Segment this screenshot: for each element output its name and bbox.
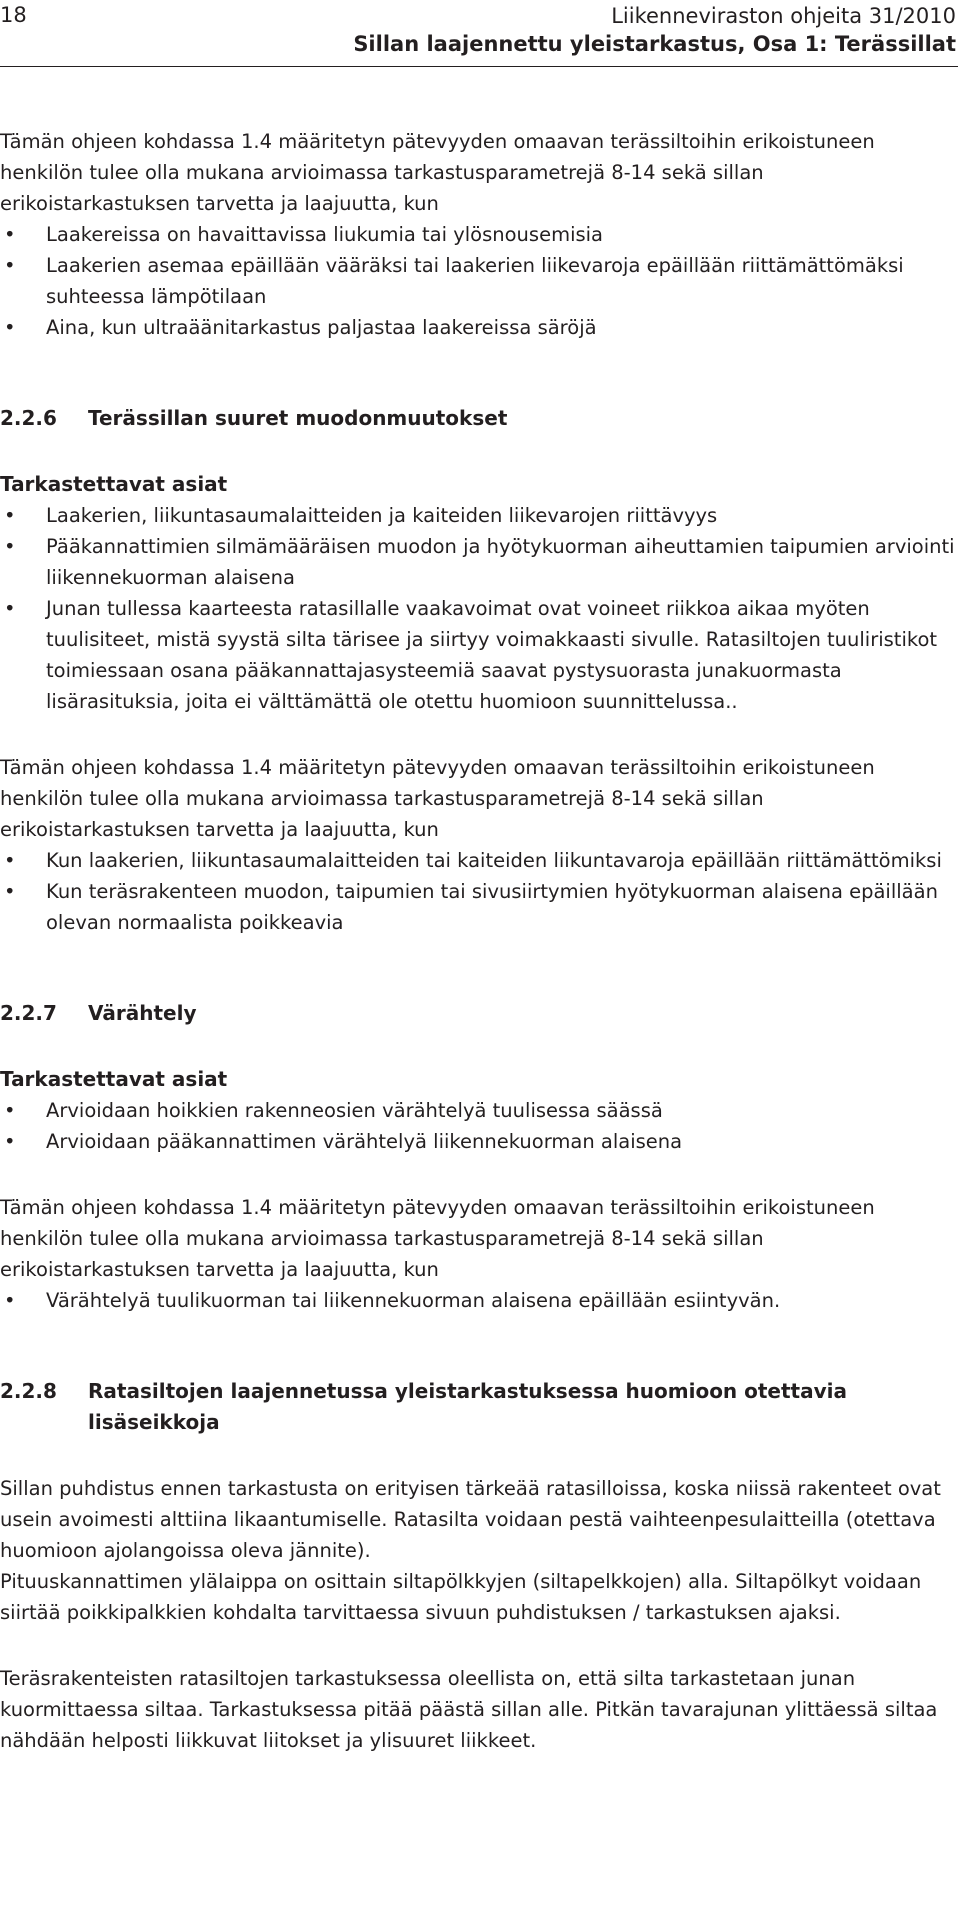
- bullet-list: [0, 1095, 958, 1157]
- section-heading-2-2-6: [0, 403, 958, 434]
- header-right: [353, 2, 956, 58]
- list-item: • Laakerien asemaa epäillään vääräksi tai laakerien liikevaroja epäillään riittämättömäksi suhteessa lämpötilaan: [0, 250, 958, 312]
- bullet-list: [0, 845, 958, 938]
- section-number: 2.2.7: [0, 1001, 57, 1025]
- list-item: • Junan tullessa kaarteesta ratasillalle vaakavoimat ovat voineet riikkoa aikaa myöten tuulisiteet, mistä syystä silta tärisee ja siirtyy voimakkaasti sivulle. Ratasiltojen tuuliristikot toimiessaan osana pääkannattajasysteemiä saavat pystysuorasta junakuormasta lisärasituksia, joita ei välttämättä ole otettu huomioon suunnittelussa..: [0, 593, 958, 717]
- spacer: [0, 1157, 958, 1192]
- list-item: • Kun laakerien, liikuntasaumalaitteiden tai kaiteiden liikuntavaroja epäillään riittämättömiksi: [0, 845, 958, 876]
- section-heading-2-2-7: [0, 998, 958, 1029]
- spacer: [0, 1628, 958, 1663]
- section-title: Värähtely: [88, 1001, 197, 1025]
- body-paragraph: Pituuskannattimen ylälaippa on osittain siltapölkkyjen (siltapelkkojen) alla. Siltapölkyt voidaan siirtää poikkipalkkien kohdalta tarvittaessa sivuun puhdistuksen / tarkastuksen ajaksi.: [0, 1570, 922, 1624]
- spacer: [0, 1316, 958, 1376]
- list-item: • Värähtelyä tuulikuorman tai liikennekuorman alaisena epäillään esiintyvän.: [0, 1285, 958, 1316]
- spacer: [0, 1438, 958, 1473]
- body-paragraph: Teräsrakenteisten ratasiltojen tarkastuksessa oleellista on, että silta tarkastetaan junan kuormittaessa siltaa. Tarkastuksessa pitää päästä sillan alle. Pitkän tavarajunan ylittäessä siltaa nähdään helposti liikkuvat liitokset ja ylisuuret liikkeet.: [0, 1667, 938, 1752]
- header-divider: [0, 66, 958, 67]
- body-paragraph: Sillan puhdistus ennen tarkastusta on erityisen tärkeää ratasilloissa, koska niissä rakenteet ovat usein avoimesti alttiina likaantumiselle. Ratasilta voidaan pestä vaihteenpesulaitteilla (otettava huomioon ajolangoissa oleva jännite).: [0, 1477, 941, 1562]
- spacer: [0, 343, 958, 403]
- list-item: • Arvioidaan hoikkien rakenneosien värähtelyä tuulisessa säässä: [0, 1095, 958, 1126]
- list-item: • Pääkannattimien silmämääräisen muodon ja hyötykuorman aiheuttamien taipumien arviointi liikennekuorman alaisena: [0, 531, 958, 593]
- document-title: Sillan laajennettu yleistarkastus, Osa 1: Terässillat: [353, 32, 956, 56]
- bullet-list: [0, 219, 958, 343]
- page-content: [0, 126, 958, 1756]
- list-item: • Aina, kun ultraäänitarkastus paljastaa laakereissa säröjä: [0, 312, 958, 343]
- document-series: Liikenneviraston ohjeita 31/2010: [611, 4, 956, 28]
- qualification-paragraph: Tämän ohjeen kohdassa 1.4 määritetyn pätevyyden omaavan terässiltoihin erikoistuneen henkilön tulee olla mukana arvioimassa tarkastusparametrejä 8-14 sekä sillan erikoistarkastuksen tarvetta ja laajuutta, kun: [0, 130, 875, 215]
- spacer: [0, 938, 958, 998]
- qualification-paragraph: Tämän ohjeen kohdassa 1.4 määritetyn pätevyyden omaavan terässiltoihin erikoistuneen henkilön tulee olla mukana arvioimassa tarkastusparametrejä 8-14 sekä sillan erikoistarkastuksen tarvetta ja laajuutta, kun: [0, 1196, 875, 1281]
- section-title: Ratasiltojen laajennetussa yleistarkastuksessa huomioon otettavia lisäseikkoja: [88, 1379, 848, 1434]
- page-number: 18: [0, 3, 27, 27]
- spacer: [0, 717, 958, 752]
- page-header: [0, 0, 960, 70]
- subheading-tarkastettavat-asiat: Tarkastettavat asiat: [0, 472, 228, 496]
- section-number: 2.2.6: [0, 406, 57, 430]
- subheading-tarkastettavat-asiat: Tarkastettavat asiat: [0, 1067, 228, 1091]
- section-title: Terässillan suuret muodonmuutokset: [88, 406, 508, 430]
- list-item: • Laakereissa on havaittavissa liukumia tai ylösnousemisia: [0, 219, 958, 250]
- bullet-list: [0, 1285, 958, 1316]
- list-item: • Laakerien, liikuntasaumalaitteiden ja kaiteiden liikevarojen riittävyys: [0, 500, 958, 531]
- bullet-list: [0, 500, 958, 717]
- list-item: • Arvioidaan pääkannattimen värähtelyä liikennekuorman alaisena: [0, 1126, 958, 1157]
- list-item: • Kun teräsrakenteen muodon, taipumien tai sivusiirtymien hyötykuorman alaisena epäillään olevan normaalista poikkeavia: [0, 876, 958, 938]
- section-heading-2-2-8: [0, 1376, 958, 1438]
- qualification-paragraph: Tämän ohjeen kohdassa 1.4 määritetyn pätevyyden omaavan terässiltoihin erikoistuneen henkilön tulee olla mukana arvioimassa tarkastusparametrejä 8-14 sekä sillan erikoistarkastuksen tarvetta ja laajuutta, kun: [0, 756, 875, 841]
- section-number: 2.2.8: [0, 1379, 57, 1403]
- spacer: [0, 434, 958, 469]
- spacer: [0, 1029, 958, 1064]
